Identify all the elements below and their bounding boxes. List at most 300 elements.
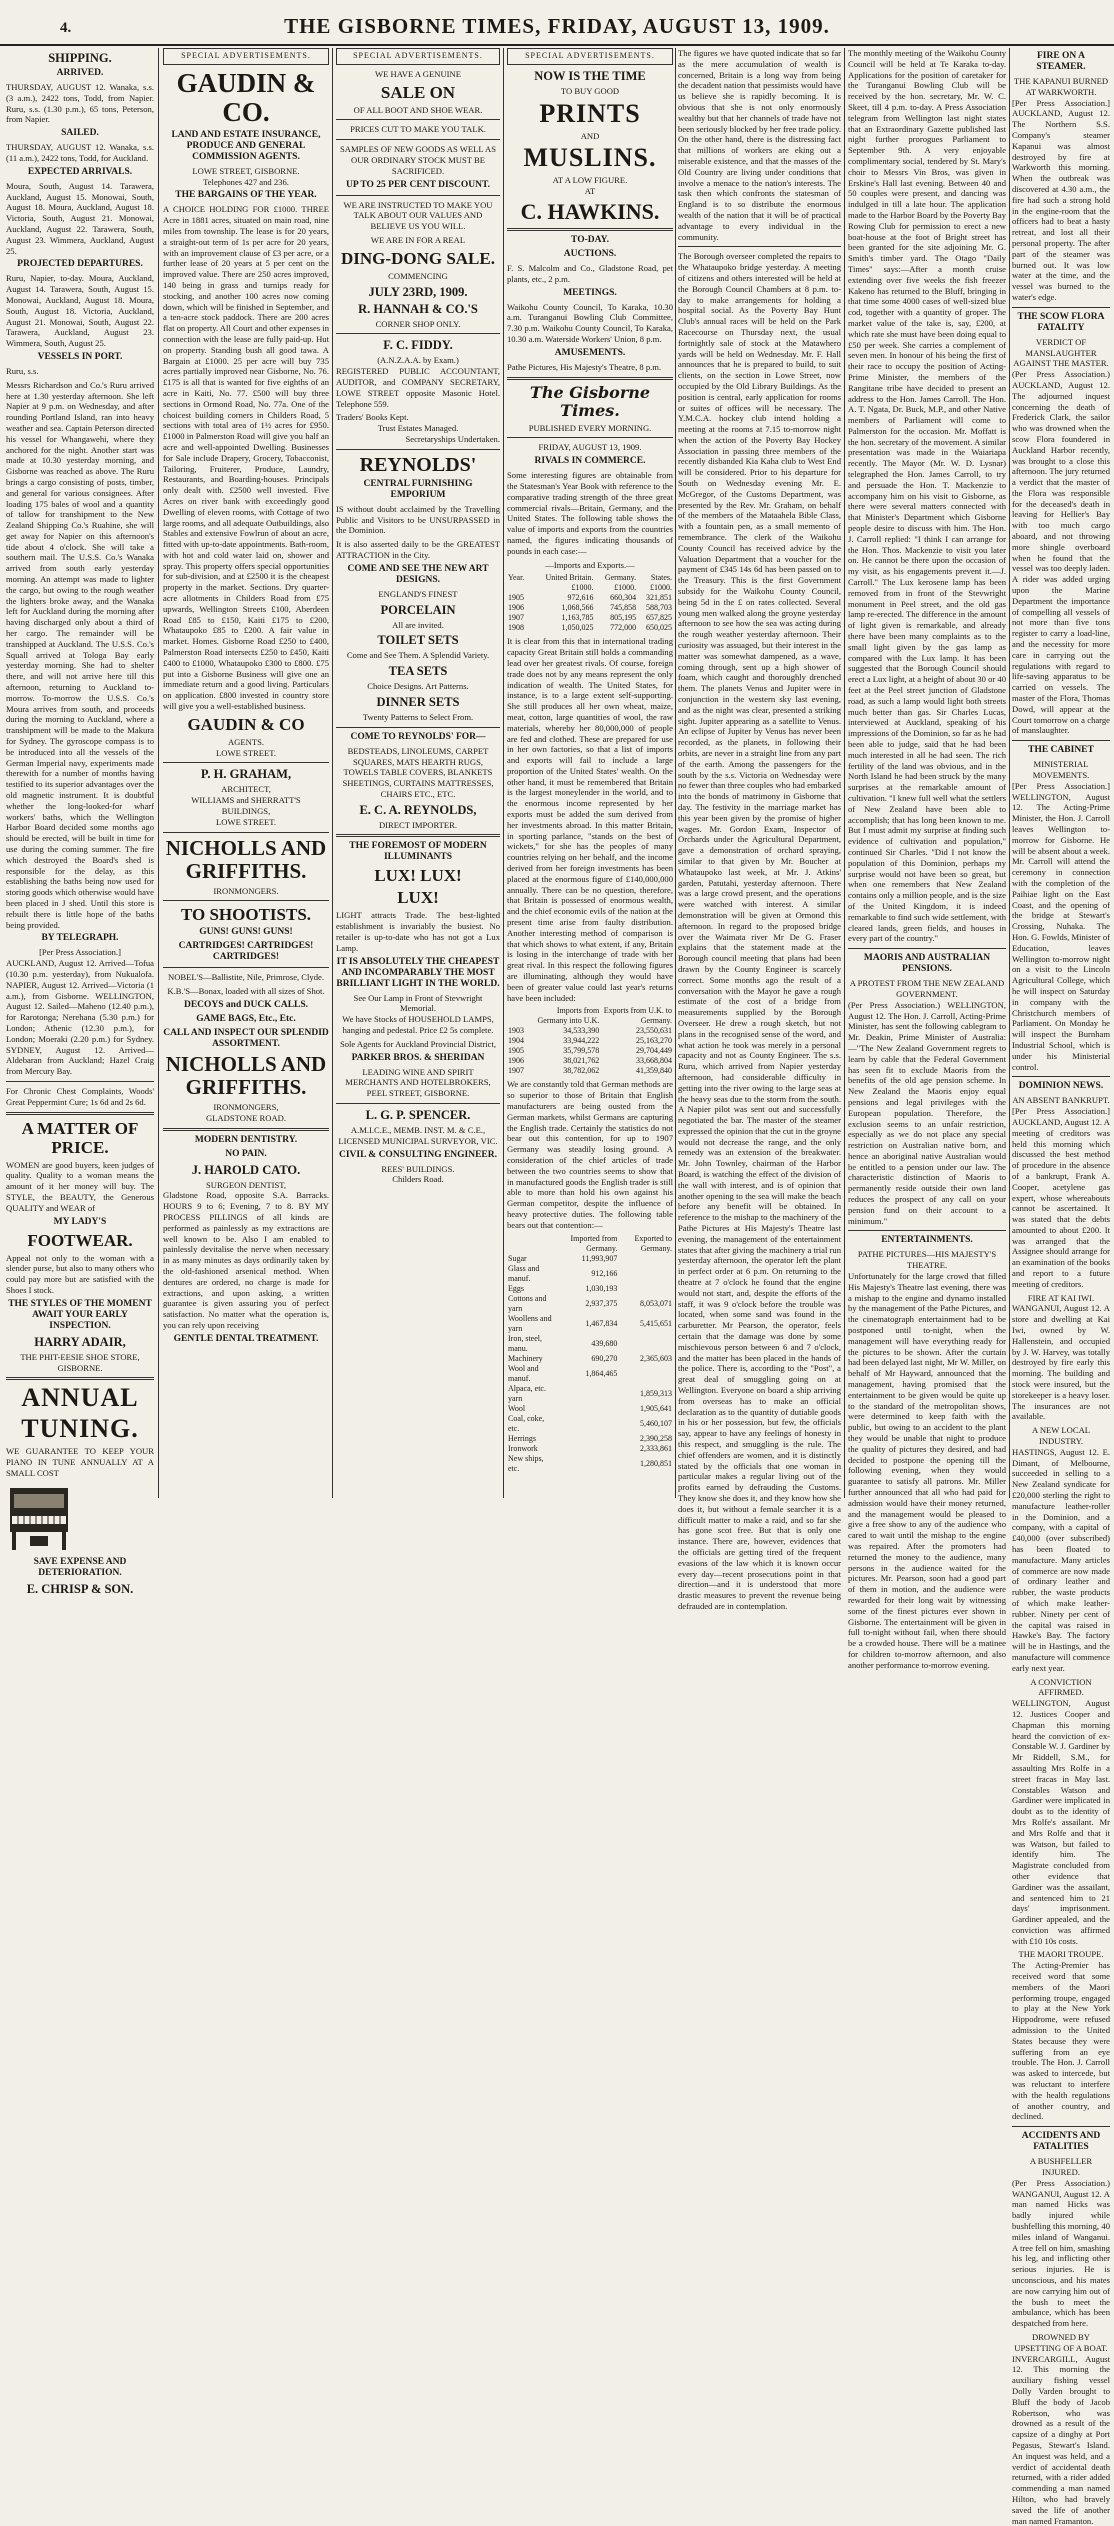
divider bbox=[163, 762, 329, 763]
divider bbox=[507, 228, 673, 231]
table-cell: 588,703 bbox=[646, 603, 672, 613]
special-ads-banner: SPECIAL ADVERTISEMENTS. bbox=[336, 48, 500, 65]
table-row bbox=[507, 1294, 673, 1314]
gaudin-heading: GAUDIN & CO. bbox=[176, 67, 316, 127]
meetings-heading: MEETINGS. bbox=[563, 287, 617, 298]
surgeon-label: SURGEON DENTIST, bbox=[205, 1179, 287, 1190]
special-ads-banner: SPECIAL ADVERTISEMENTS. bbox=[507, 48, 673, 65]
projected-heading: PROJECTED DEPARTURES. bbox=[17, 259, 143, 270]
williams-label: WILLIAMS and SHERRATT'S bbox=[191, 795, 301, 806]
table-cell bbox=[557, 1384, 618, 1404]
table-row bbox=[507, 1046, 673, 1056]
fire-text: [Per Press Association.] AUCKLAND, August 12. The Northern S.S. Company's steamer Kapanui was almost destroyed by fire at Warkworth this morning. When the outbreak was discovered at 4.30 a.m., the fire had such a strong hold in the engine-room that the officers had to beat a hasty retreat, and lost all their personal property. The after part of the steamer was burned out. It was low water at the time, and the vessel was burned to the water's edge. bbox=[1012, 97, 1110, 302]
table-cell: Glass and manuf. bbox=[508, 1263, 540, 1283]
come-reynolds-line: COME TO REYNOLDS' FOR— bbox=[350, 731, 486, 742]
stocks-text: We have Stocks of HOUSEHOLD LAMPS, hanging and pedestal. Price £2 5s complete. bbox=[342, 1014, 494, 1036]
tuning-heading: TUNING. bbox=[21, 1414, 139, 1444]
table-cell: 33,944,222 bbox=[563, 1036, 600, 1046]
vessels-heading: VESSELS IN PORT. bbox=[37, 351, 123, 362]
table-cell bbox=[618, 1364, 673, 1384]
special-ads-banner: SPECIAL ADVERTISEMENTS. bbox=[163, 48, 329, 65]
table-cell: 38,782,062 bbox=[563, 1066, 600, 1076]
editorial-conclusion: The figures we have quoted indicate that so far as the mere accumulation of wealth is concerned, Britain is a long way from being the decadent nation that pessimists would have us believe she is rapidly becoming. It is obvious that she is not only enormously wealthy but that her channels of trade have not been seriously blocked by her free trade policy. On the other hand, there is the distressing fact that millions of workers are eking out a miserable existence, and that the masses of the Old Country are living under conditions that involve a menace to the nation's interests. The task then which confronts the statesman of England is to so distribute the enormous wealth of the nation that it will be of practical advantage to every individual in the community. bbox=[678, 48, 841, 242]
table-cell: 5,460,107 bbox=[640, 1418, 672, 1428]
table-cell: 23,550,631 bbox=[636, 1026, 672, 1036]
table-cell: 1903 bbox=[508, 1026, 524, 1036]
divider bbox=[336, 333, 500, 334]
footwear-text: Appeal not only to the woman with a slender purse, but also to many others who could pay more but are satisfied with the Shoes I stock. bbox=[6, 1252, 154, 1295]
table-unit-cell: £1000. bbox=[650, 583, 672, 593]
shipping-heading: SHIPPING. bbox=[48, 51, 112, 65]
shoe-store-address: THE PHIT-EESIE SHOE STORE, GISBORNE. bbox=[20, 1351, 140, 1373]
come-see-line: COME AND SEE THE NEW ART DESIGNS. bbox=[347, 563, 489, 585]
table-row bbox=[507, 1036, 673, 1046]
column-rule bbox=[332, 48, 333, 1498]
fiddy-text: REGISTERED PUBLIC ACCOUNTANT, AUDITOR, and COMPANY SECRETARY, LOWE STREET opposite Masonic Hotel. Telephone 559. bbox=[336, 366, 500, 409]
table-cell bbox=[557, 1404, 618, 1414]
spencer-heading: L. G. P. SPENCER. bbox=[365, 1108, 471, 1123]
table-cell: 8,053,071 bbox=[640, 1298, 672, 1308]
divider bbox=[848, 948, 1006, 949]
auctions-text: F. S. Malcolm and Co., Gladstone Road, pet plants, etc., 2 p.m. bbox=[507, 262, 673, 284]
at-label: AT bbox=[584, 186, 596, 197]
table-row bbox=[507, 1364, 673, 1384]
no-pain: NO PAIN. bbox=[225, 1148, 267, 1159]
table-cell: 660,304 bbox=[610, 593, 637, 603]
table-cell: 321,851 bbox=[646, 593, 672, 603]
see-our-lamp: See Our Lamp in Front of Stevwright Memorial. bbox=[353, 992, 483, 1014]
table-row bbox=[507, 1434, 673, 1444]
prices-cut: PRICES CUT TO MAKE YOU TALK. bbox=[350, 124, 486, 135]
body-text: It is clear from this that in international trading capacity Great Britain still holds a commanding lead over her greatest rivals. Of course, foreign trade does not by any means represent the only indication of wealth. The United States, for instance, is to a large extent self-supporting. She still produces all her own wheat, maize, meat, cotton, large quantities of wool, the raw materials, whereby her 80,000,000 of people are fed and clothed. These are prepared for use in her own factories, so that a list of imports and exports will fail to include a large proportion of the United States' wealth. On the other hand, it must be remembered that Britain is the largest moneylender in the world, and to the enormous income represented by her exports must be added the sum derived from her investments abroad. In this matter Britain, in sporting parlance, "stands on the best of wickets," for she has the peoples of many countries relying on her behalf, and the income derived from her foreign investments has been placed at the enormous figure of £140,000,000 annually. There can be no question, therefore, that Britain is possessed of enormous wealth, and the chief economic evils of the nation at the present time arise from faulty distribution. Another interesting method of comparison is that which shows to what extent, if any, Britain is losing in the interchange of trade with her great rival. In this respect the following figures are illuminating, although they would have been of greater value could last year's returns have been included: bbox=[507, 636, 673, 1003]
harry-adair: HARRY ADAIR, bbox=[34, 1334, 126, 1349]
table-cell: 2,937,375 bbox=[585, 1298, 618, 1308]
table-cell: Cottons and yarn bbox=[508, 1293, 547, 1313]
masthead bbox=[0, 0, 1114, 46]
conviction-heading: A CONVICTION AFFIRMED. bbox=[1030, 1676, 1092, 1698]
table-header-cell bbox=[507, 1234, 557, 1254]
eca-reynolds-heading: E. C. A. REYNOLDS, bbox=[359, 802, 477, 817]
table-row bbox=[507, 613, 673, 623]
bargains-text: A CHOICE HOLDING FOR £1000. THREE Acre in 1881 acres, situated on main road, nine miles from township. The lease is for 20 years, a straight-out term of 1s per acre for 20 years, with an improvement clause of £3 per acre, or a further lease of 20 years at 5 per cent on the improved value. There are 250 acres improved, 140 being in grass and turnips ready for stocking, and another 100 acres now coming down, which will be finished in September, and a ten-acre stock paddock. There are 200 acres flat on property. All Court and other expenses in connection with the lease are fully paid-up. Hut on property. Standing bush all good tawa. A Bargain at £1000. 25 per acre will buy 735 acres partially improved near Gisborne, No. 76. £175 is all that is wanted for five eighths of an acre in Kaiti, No. 77. £500 will buy three sections in Ormond Road, No. 77a. One of the choicest building corners in Childers Road, 5 sections with total area of 1½ acres for £950. £1000 in Palmerston Road will give you half an acre and well-appointed Dwelling. Businesses for Sale include Drapery, Grocery, Tobacconist, Tailoring, Fruiterer, Produce, Laundry, Restaurants, and Boarding-houses. Principals only dealt with. £2500 well invested. Five Acres on river bank with exceedingly good Dwelling of eleven rooms, with Cottage of two large rooms, and all adequate Outbuildings, also Stables and extensive Fowlrun of about an acre, fitted with up-to-date appointments. Bath-room, with hot and cold water laid on, shower and spray. This property offers special opportunities for sub-division, and at £2500 it is the cheapest property in the market. Sections. Dry quarter-acre allotments in Childers Road from £75 upwards, Wellington Streets £100, Aberdeen Road £85 to £150, Kaiti £175 to £200, Whataupoko £85 to £200. A fair value in market. Homes. Gisborne Road £250 to £400, Palmerston Road intersects £250 to £450, Kaiti £400 to £1000, Whataupoko £300 to £800. £75 put into a Gisborne Business will give one an immediate return and a good living. Particulars on application. £800 invested in country store will give you a well-established business. bbox=[163, 204, 329, 712]
table-cell: Machinery bbox=[508, 1353, 543, 1363]
table-row bbox=[507, 1354, 673, 1364]
table-unit-cell: £1000. bbox=[614, 583, 637, 593]
ministerial-subheading: MINISTERIAL MOVEMENTS. bbox=[1032, 759, 1090, 781]
table-cell: 1904 bbox=[508, 1036, 524, 1046]
my-ladys: MY LADY'S bbox=[53, 1216, 107, 1227]
foremost-heading: THE FOREMOST OF MODERN ILLUMINANTS bbox=[349, 841, 487, 863]
bushfeller-subheading: A BUSHFELLER INJURED. bbox=[1029, 2156, 1093, 2178]
gaudin-agents-heading: GAUDIN & CO bbox=[187, 714, 305, 734]
divider bbox=[678, 246, 841, 247]
table-cell: 34,533,390 bbox=[563, 1026, 600, 1036]
local-industry-text: HASTINGS, August 12. E. Dimant, of Melbourne, succeeded in selling to a New Zealand syndicate for £20,000 sterling the right to manufacture leather-roller in the Dominion, and a company, with a capital of £40,000 (over subscribed) has been floated to manufacture. Many articles of commerce are now made of ordinary leather and rubber, the waste products of which make leather-rubber. Ninety per cent of the capital was raised in Hawke's Bay. The factory will be in Hastings, and the manufacture will commence early next year. bbox=[1012, 1446, 1110, 1673]
amusements-heading: AMUSEMENTS. bbox=[554, 347, 626, 358]
divider bbox=[336, 195, 500, 196]
table-header-cell: Exported to Germany. bbox=[634, 1233, 672, 1253]
direct-importer: DIRECT IMPORTER. bbox=[378, 819, 458, 830]
column-local-news bbox=[678, 48, 841, 1611]
table-cell: 745,858 bbox=[610, 603, 637, 613]
divider bbox=[6, 1112, 154, 1115]
column-telegrams bbox=[1012, 48, 1110, 2526]
table-cell: 2,333,861 bbox=[640, 1443, 672, 1453]
entertainments-heading: ENTERTAINMENTS. bbox=[881, 1235, 973, 1246]
vessels-text: Ruru, s.s. bbox=[6, 365, 39, 376]
fiddy-subtitle: (A.N.Z.A.A. by Exam.) bbox=[377, 355, 459, 366]
table-cell bbox=[557, 1434, 618, 1444]
kapanui-subheading: THE KAPANUI BURNED AT WARKWORTH. bbox=[1013, 76, 1109, 97]
table-cell bbox=[557, 1454, 618, 1474]
local-news-text: The Borough overseer completed the repairs to the Whataupoko bridge yesterday. A meeting of citizens and others interested will be held at the Borough Council Chambers at 8 p.m. to-day to make arrangements for holding a hospital social. As the Poverty Bay Hunt Club's annual races will be held on the Park Racecourse on Thursday next, the usual fortnightly sale of stock at the Matawhero yards will be held on Wednesday. Mr. F. Hall announces that he is prepared to build, to suit clients, on the section in Lowe Street, now occupied by the Old Library Buildings. As the position is central, early application for rooms or suites of offices will be necessary. The Y.M.C.A. hockey club intend holding a meeting at the rooms at 7.15 to-morrow night when the action of the Poverty Bay Hockey Association in passing three members of the recently disbanded Kia Kaha club to West End will be considered. Prior to his departure for South on Wednesday evening Mr. E. McGregor, of the Customs Department, was presented by the Rev. Mr. Graham, on behalf of the members of the Mataahela Bible Class, with a fountain pen, as a small memento of remembrance. The clerk of the Waikohu County Council has received advice by the Valuation Department that a voucher for the payment of £345 14s 6d has been passed on to the Treasury. This is the first Government subsidy for the Waikohu County Council, being 5d in the £ on rates collected. Several young men walked along the groyne yesterday afternoon to see how the sea was acting during the rough weather yesterday afternoon. Their curiosity was assuaged, but their interest in the matter was somewhat dampened, as a wave, coming through, sent up a high shower of foam, which caught and thoroughly drenched them. The planets Venus and Jupiter were in conjunction in the western sky last evening, and as the night was clear, presented a striking sight. Jupiter appearing as a satellite to Venus. An eclipse of Jupiter by Venus has never been recorded, as the planets, in following their orbits, are never in a straight line from any part of the earth. Among the passengers for the south by the s.s. Victoria on Wednesday were no fewer than three couples who had embarked into the bonds of matrimony in Gisborne that day. The festivity in the marriage market has this year been given by the promise of higher wages. Mr. Gordon Exam, Inspector of Orchards under the Agricultural Department, gave a demonstration of orchard spraying, similar to that given by Mr. Boucher at Whataupoko last week, at Mr. J. Atkins' garden, Patutahi, yesterday afternoon. There was a large crowd present, and the operations were watched with interest. A similar demonstration will be given at Ormond this afternoon. In regard to the proposed bridge over the Waimata river Mr De G. Fraser explains that the statement made at the Borough council meeting that plans had been drawn by the County Engineer is scarcely correct. Some months ago the result of a conversation with the Mayor he gave a rough estimate of the cost of a bridge from measurements supplied by the Borough Overseer. He drew a rough sketch, but not plans in the recognised sense of the word, and what action he took was merely in a personal capacity and not as County Engineer. The s.s. Ruru, which arrived from Napier yesterday afternoon, had considerable difficulty in getting into the river owing to the large seas at the heavy seas due to the storm from the south. A Napier pilot was sent out and successfully negotiated the bar. The master of the steamer expressed the opinion that the cut in the groyne would not decrease the range, and the only remedy was an extension of the breakwater. Mr. John Townley, chairman of the Harbor Board, is watching the effect of the division of the wall with interest, and is of opinion that another opening to the sea will make the beach before any benefit will be obtained. In reference to the mishap to the machinery of the Pathe Pictures at His Majesty's Theatre last evening, the management of the entertainment states that after giving the machinery a trial run yesterday afternoon, the operator left the plant in perfect order at 6 p.m. On returning to the theatre at 7 o'clock he found that the engine would not start, and, despite the efforts of the staff, it was 9 o'clock before the trouble was located, when some sand was found in the carburetter. Mr Pearson, the operator, feels certain that the damage was done by some mischievous person between 6 and 7 o'clock, and the matter has been placed in the hands of the police. There is, according to the "Post", a great deal of smuggling going on at Wellington. Everyone on board a ship arriving from overseas has to make an official declaration as to the quantity of dutiable goods in his or her possession, but few, the officials say, appear to have any feelings of honesty in this respect, and smuggling is the rule. The chief offenders are women, and it is distinctly stated by the officials that one woman in particular makes a regular living out of the profits earned by defrauding the Customs. They know she does it, and they know how she does it, but without a female searcher it is a difficult matter to make a raid, and so far she has gone scot free. But that is only one instance. There are, however, evidences that the officials are getting tired of the frequent evasions of the law which it is known occur every day—recent prosecutions point in that direction—and it is understood that more drastic measures to prevent the revenue being defrauded are in contemplation. bbox=[678, 251, 841, 1611]
divider bbox=[1012, 2126, 1110, 2127]
table-cell: 772,000 bbox=[610, 623, 637, 633]
table-units-row bbox=[507, 583, 673, 593]
table-header-cell: States. bbox=[650, 573, 672, 583]
cato-heading: J. HAROLD CATO. bbox=[191, 1162, 301, 1177]
childers-road: Childers Road. bbox=[392, 1174, 444, 1185]
published-line: PUBLISHED EVERY MORNING. bbox=[528, 422, 652, 433]
table-header-cell: Year. bbox=[508, 573, 525, 583]
table-row bbox=[507, 1254, 673, 1264]
dinner-sets-sub: Twenty Patterns to Select From. bbox=[362, 711, 474, 722]
game-bags-line: GAME BAGS, Etc., Etc. bbox=[196, 1014, 296, 1025]
trade-table bbox=[507, 573, 673, 633]
peel-street: PEEL STREET, GISBORNE. bbox=[366, 1088, 470, 1099]
press-credit: [Per Press Association.] bbox=[39, 947, 121, 958]
divider bbox=[1012, 740, 1110, 741]
discount-line: UP TO 25 PER CENT DISCOUNT. bbox=[346, 179, 490, 190]
decoys-line: DECOYS and DUCK CALLS. bbox=[183, 1000, 309, 1011]
porcelain-heading: PORCELAIN bbox=[380, 602, 456, 617]
column-ads-sale bbox=[336, 48, 500, 1500]
table-header-row bbox=[507, 1234, 673, 1254]
projected-text: Ruru, Napier, to-day. Moura, Auckland, August 14. Tarawera, South, August 15. Monowai, Auckland, August 18. Moura, South, August 18. Victoria, Auckland, August 21. Monowai, South, August 22. Tarawera, Auckland, August 23. Wimmera, South, August 25. bbox=[6, 273, 154, 349]
divider bbox=[336, 119, 500, 120]
table-cell: 1,068,566 bbox=[561, 603, 594, 613]
table-cell: 1,859,313 bbox=[640, 1388, 672, 1398]
divider bbox=[336, 139, 500, 140]
table-row bbox=[507, 1334, 673, 1354]
tea-sets-sub: Choice Designs. Art Patterns. bbox=[367, 681, 469, 692]
rees-buildings: REES' BUILDINGS. bbox=[381, 1163, 455, 1174]
shipping-news: Messrs Richardson and Co.'s Ruru arrived here at 1.30 yesterday afternoon. She left Napier at 9 p.m. on Wednesday, and after rounding Portland Island, ran into heavy weather and sea. Captain Peterson directed his vessel for Whangawehi, where they anchored for the night. Another start was made at 10.30 yesterday morning, and Gisborne was reached as above. The Ruru brings a cargo consisting of posts, timber, and general for various consignees. After loading 175 bales of wool and a quantity of tallow for transhipment to the New Zealand Shipping Co.'s Ruahine, she will get away for Napier on this afternoon's tide about 4 o'clock. She will take a southern mail. The U.S.S. Co.'s Wanaka arrived from south early yesterday morning. An attempt was made to lighter the cargo, but owing to the rough weather the lighters broke away, and the Wanaka left for Auckland during the morning after having discharged only about a third of her cargo. The remainder will be transhipped at Auckland. The U.S.S. Co.'s Squall arrived at Tologa Bay early yesterday morning. She had to shelter there, and will not arrive here till this afternoon, returning to Auckland to-morrow. To-morrow the U.S.S. Co.'s Moura arrives from south, and proceeds during the morning to Auckland, where a transhipment will be made to the Makura for Sydney. The gyroscope compass is to be introduced into all the vessels of the German Imperial navy, experiments made therewith for a number of months having testified to its superior advantages over the old magnetic instrument. It is doubtful whether the long-looked-for wharf workers' baths, which the Wellington Harbor Board decided some months ago should be erected, will be built in time for use during the coming summer. The fire which destroyed the Board's shed is responsible for the delay, as this establishing the baths being now used for storing goods which otherwise would have been placed in J shed. Until this store is rebuilt there is little hope of the baths being provided. bbox=[6, 379, 154, 930]
absent-subheading: AN ABSENT BANKRUPT. bbox=[1012, 1095, 1110, 1106]
table-cell: 1,864,465 bbox=[585, 1368, 618, 1378]
table-cell: Wool and manuf. bbox=[508, 1363, 539, 1383]
table-cell bbox=[557, 1444, 618, 1454]
table-row bbox=[507, 1404, 673, 1414]
divider bbox=[163, 967, 329, 968]
absolutely-line: IT IS ABSOLUTELY THE CHEAPEST AND INCOMPARABLY THE MOST BRILLIANT LIGHT IN THE WORLD. bbox=[336, 956, 500, 989]
agents-address: LOWE STREET. bbox=[216, 747, 276, 758]
architect-label: ARCHITECT, bbox=[221, 784, 271, 795]
fire-kai-heading: FIRE AT KAI IWI. bbox=[1027, 1292, 1095, 1303]
hannah-heading: R. HANNAH & CO.'S bbox=[358, 301, 478, 316]
protest-subheading: A PROTEST FROM THE NEW ZEALAND GOVERNMENT. bbox=[849, 978, 1005, 999]
table-cell bbox=[618, 1264, 673, 1284]
verdict-subheading: VERDICT OF MANSLAUGHTER AGAINST THE MASTER. bbox=[1013, 336, 1109, 369]
table-cell bbox=[618, 1254, 673, 1264]
body-text-2: We are constantly told that German methods are so superior to those of Britain that English manufacturers are being ousted from the German markets, whilst Germans are capturing the English trade. Certainly the statistics do not bear out this contention, for up to 1907 Germany was steadily losing ground. A consideration of the chief articles of trade between the two countries seems to show that in manufactured goods the English trader is still able to more than hold his own against his German competitor, despite the influence of heavy protective duties. The following table bears out that contention:— bbox=[507, 1079, 673, 1230]
secretary-line: Secretaryships Undertaken. bbox=[405, 433, 500, 444]
gaudin-telephone: Telephones 427 and 236. bbox=[203, 176, 289, 187]
table-cell: Woollens and yarn bbox=[508, 1313, 552, 1333]
table-row bbox=[507, 1284, 673, 1294]
column-rule bbox=[158, 48, 159, 1498]
table-cell: Sugar bbox=[508, 1253, 527, 1263]
scow-heading: THE SCOW FLORA FATALITY bbox=[1017, 311, 1105, 333]
nobel-line: NOBEL'S—Ballistite, Nile, Primrose, Clyde. bbox=[168, 972, 324, 983]
reynolds-heading: REYNOLDS' bbox=[359, 453, 477, 476]
column-ads-gaudin bbox=[163, 48, 329, 1500]
maoris-text: (Per Press Association.) WELLINGTON, August 12. The Hon. J. Carroll, Acting-Prime Minister, has sent the following cablegram to Mr. Deakin, Prime Minister of Australia:—"The New Zealand Government regrets to learn by cable that the Federal Government has seen fit to exclude Maoris from the benefits of the old age pension scheme. In New Zealand the Maoris enjoy equal pensions and legal privileges with the European population. Therefore, the exclusion seems to an unfair restriction, especially as we do not place any special restriction on Australian native born, and hence an aboriginal native Australian would be entitled to a pension under our law. The characteristic distinction of Maoris to permanently reside outside their own land reduces the prospect of any call on your pension fund on their account to a minimum." bbox=[848, 999, 1006, 1226]
table-cell: 35,799,578 bbox=[563, 1046, 600, 1056]
piano-illustration bbox=[6, 1482, 72, 1552]
table-row bbox=[507, 1056, 673, 1066]
table-cell: 972,616 bbox=[567, 593, 594, 603]
table-cell: New ships, etc. bbox=[508, 1453, 544, 1473]
amusements-text: Pathe Pictures, His Majesty's Theatre, 8 p.m. bbox=[507, 361, 662, 372]
gentle-treatment: GENTLE DENTAL TREATMENT. bbox=[173, 1333, 319, 1344]
today-heading: TO-DAY. bbox=[571, 234, 609, 245]
shootists-heading: TO SHOOTISTS. bbox=[180, 905, 312, 925]
sailed-text: THURSDAY, AUGUST 12. Wanaka, s.s. (11 a.m.), 2422 tons, Todd, for Auckland. bbox=[6, 142, 154, 163]
accidents-heading: ACCIDENTS AND FATALITIES bbox=[1021, 2131, 1101, 2153]
table-header-cell: United Britain. bbox=[545, 573, 594, 583]
articles-trade-table bbox=[507, 1234, 673, 1474]
parker-subtitle: LEADING WINE AND SPIRIT MERCHANTS AND HOTELBROKERS, bbox=[345, 1066, 491, 1088]
englands-finest: ENGLAND'S FINEST bbox=[378, 588, 458, 599]
expected-text: Moura, South, August 14. Tarawera, Auckland, August 15. Monowai, South, August 18. Moura, Auckland, August 18. Victoria, South, August 21. Monowai, Auckland, August 22. Tarawera, South, August 23. Wimmera, Auckland, August 25. bbox=[6, 180, 154, 256]
styles-text: THE STYLES OF THE MOMENT AWAIT YOUR EARLY INSPECTION. bbox=[8, 1298, 152, 1331]
column-rule bbox=[675, 48, 676, 1498]
commencing-label: COMMENCING bbox=[388, 270, 448, 281]
matter-text: WOMEN are good buyers, keen judges of quality. Quality to a woman means the amount of it her money will buy. The STYLE, the BEAUTY, the Generous QUALITY and WEAR of bbox=[6, 1159, 154, 1213]
table-cell: 25,163,270 bbox=[636, 1036, 672, 1046]
table-header-cell: Imported from Germany. bbox=[570, 1233, 618, 1253]
table-row bbox=[507, 623, 673, 633]
prints-heading: PRINTS bbox=[539, 98, 641, 128]
table-cell: 690,270 bbox=[591, 1353, 618, 1363]
sole-agents: Sole Agents for Auckland Provincial District, bbox=[339, 1038, 497, 1049]
table-cell: 2,365,603 bbox=[640, 1353, 672, 1363]
call-inspect-line: CALL AND INSPECT OUR SPLENDID ASSORTMENT. bbox=[163, 1028, 329, 1050]
table-cell: 1905 bbox=[508, 593, 524, 603]
newspaper-title: THE GISBORNE TIMES, FRIDAY, AUGUST 13, 1909. bbox=[284, 14, 830, 38]
table-header-row bbox=[507, 573, 673, 583]
table-row bbox=[507, 1264, 673, 1284]
table-cell: 41,359,840 bbox=[636, 1066, 672, 1076]
maori-troupe-text: The Acting-Premier has received word that some members of the Maori performing troupe, engaged to play at the New York Hippodrome, were refused admission to the United States because they were suffering from an eye trouble. The Hon. J. Carroll was asked to intercede, but was reluctant to interfere with the health regulations of another country, and declined. bbox=[1012, 1960, 1110, 2122]
table-cell: 1908 bbox=[508, 623, 524, 633]
table-cell: Wool bbox=[508, 1403, 526, 1413]
table-cell: 439,680 bbox=[591, 1338, 618, 1348]
asserted-text: It is also asserted daily to be the GREATEST ATTRACTION in the City. bbox=[336, 539, 500, 560]
table-row bbox=[507, 1314, 673, 1334]
gaudin-subtitle: LAND AND ESTATE INSURANCE, PRODUCE AND GENERAL COMMISSION AGENTS. bbox=[171, 129, 321, 162]
parker-heading: PARKER BROS. & SHERIDAN bbox=[351, 1052, 485, 1063]
column-shipping bbox=[6, 48, 154, 1596]
table-cell: 912,166 bbox=[591, 1268, 618, 1278]
maoris-heading: MAORIS AND AUSTRALIAN PENSIONS. bbox=[863, 953, 991, 975]
toilet-sets-heading: TOILET SETS bbox=[377, 633, 459, 648]
telegraph-text: AUCKLAND, August 12. Arrived—Tofua (10.30 p.m. yesterday), from Nukualofa. NAPIER, August 12. Arrived—Victoria (1 a.m.), from Gisborne. WELLINGTON, August 12. Sailed—Maheno (12.40 p.m.), for Rarotonga; Nerehana (5.30 p.m.) for London; Athenic (12.30 p.m.), for London; Moeraki (2.20 p.m.) for Sydney. SYDNEY, August 12. Arrived—Aldebaran from Auckland; Hazel Craig from Mercury Bay. bbox=[6, 958, 154, 1077]
table-cell: 1,050,025 bbox=[561, 623, 594, 633]
table-cell bbox=[618, 1284, 673, 1294]
maori-troupe-heading: THE MAORI TROUPE. bbox=[1018, 1949, 1104, 1960]
chronic-notice: For Chronic Chest Complaints, Woods' Great Peppermint Cure; 1s 6d and 2s 6d. bbox=[6, 1085, 154, 1107]
table-row bbox=[507, 1444, 673, 1454]
scow-text: (Per Press Association.) AUCKLAND, August 12. The adjourned inquest concerning the death of Frederick Clark, the sailor who was drowned when the scow Flora foundered in Auckland Harbor recently, was brought to a close this afternoon. The jury returned a verdict that the master of the Flora was responsible for the deceased's death in leaving for Hellier's Bay with too much cargo aboard, and not throwing more shingle overboard when he found that the vessel was too deeply laden. A rider was added urging upon the Marine Department the importance of compelling all vessels of not more than five tons register to carry a load-line, and the necessity for more care in carrying out the regulations with regard to life-saving apparatus to be carried on vessels. The master of the Flora, Thomas Dowd, will appear at the Court tomorrow on a charge of manslaughter. bbox=[1012, 369, 1110, 736]
divider bbox=[336, 1103, 500, 1104]
local-industry-heading: A NEW LOCAL INDUSTRY. bbox=[1031, 1425, 1091, 1447]
bargains-heading: THE BARGAINS OF THE YEAR. bbox=[175, 190, 317, 201]
table-cell: Iron, steel, manu. bbox=[508, 1333, 542, 1353]
divider bbox=[1012, 307, 1110, 308]
meetings-text: Waikohu County Council, To Karaka, 10.30 a.m. Turanganui Bowling Club Committee, 7.30 p.m. Waikohu County Council, To Karaka, 10.30 a.m. Waterside Workers' Union, 8 p.m. bbox=[507, 301, 673, 344]
cabinet-heading: THE CABINET bbox=[1028, 745, 1094, 756]
cabinet-text: [Per Press Association.] WELLINGTON, August 12. The Acting-Prime Minister, the Hon. J. Carroll leaves Wellington to-morrow for Gisborne. He will be absent about a week. Mr. Carroll will attend the ceremony in connection with the completion of the Paihiae light on the East Coast, and the opening of the bridge at Stewart's Crossing, Nuhaka. The Hon. G. Fowlds, Minister of Education, leaves Wellington to-morrow night on a visit to the Lincoln Agricultural College, which he will inspect on Saturday in company with the Christchurch members of Parliament. On Monday he will inspect the Burnham Industrial School, which is under his Ministerial control. bbox=[1012, 780, 1110, 1072]
telegraph-heading: BY TELEGRAPH. bbox=[41, 933, 119, 944]
graham-address: LOWE STREET. bbox=[216, 816, 276, 827]
samples-text: SAMPLES OF NEW GOODS AS WELL AS OUR ORDINARY STOCK MUST BE SACRIFICED. bbox=[340, 144, 496, 176]
emporium-heading: CENTRAL FURNISHING EMPORIUM bbox=[363, 478, 473, 500]
sale-on-heading: SALE ON bbox=[380, 82, 456, 102]
real-label: WE ARE IN FOR A REAL bbox=[370, 234, 466, 245]
table-cell bbox=[557, 1414, 618, 1434]
emporium-text: IS without doubt acclaimed by the Travelling Public and Visitors to be UNSURPASSED in the Dominion. bbox=[336, 503, 500, 536]
annual-heading: ANNUAL bbox=[21, 1383, 139, 1413]
gisborne-times-nameplate: The Gisborne Times. bbox=[529, 382, 651, 420]
table-caption: —Imports and Exports.— bbox=[545, 559, 635, 570]
column-rule bbox=[844, 48, 845, 1498]
table-cell: 650,025 bbox=[646, 623, 672, 633]
table-row bbox=[507, 603, 673, 613]
table-unit-cell: £1000. bbox=[571, 583, 594, 593]
table-cell: 11,993,907 bbox=[581, 1253, 618, 1263]
lux-heading-1: LUX! LUX! bbox=[374, 866, 462, 886]
table-cell: 33,668,804 bbox=[636, 1056, 672, 1066]
and-label: AND bbox=[580, 130, 600, 141]
table-header-row bbox=[507, 1006, 673, 1026]
cartridges-line: CARTRIDGES! CARTRIDGES! CARTRIDGES! bbox=[178, 941, 314, 963]
matter-of-price-heading: A MATTER OF PRICE. bbox=[21, 1118, 139, 1157]
table-unit-cell bbox=[507, 583, 530, 593]
tea-sets-heading: TEA SETS bbox=[388, 664, 448, 679]
trust-line: Trust Estates Managed. bbox=[377, 423, 459, 434]
gladstone-road: GLADSTONE ROAD. bbox=[205, 1112, 287, 1123]
divider bbox=[336, 834, 500, 837]
auctions-heading: AUCTIONS. bbox=[563, 248, 617, 259]
germany-trade-table bbox=[507, 1006, 673, 1076]
table-header-cell bbox=[507, 1006, 525, 1026]
table-cell: 1,030,193 bbox=[585, 1283, 618, 1293]
table-cell: Herrings bbox=[508, 1433, 536, 1443]
table-row bbox=[507, 1026, 673, 1036]
divider bbox=[507, 377, 673, 380]
divider bbox=[6, 1081, 154, 1082]
graham-heading: P. H. GRAHAM, bbox=[200, 767, 292, 782]
hawkins-heading: C. HAWKINS. bbox=[520, 198, 660, 224]
chrisp-and-son: E. CHRISP & SON. bbox=[26, 1581, 134, 1596]
guns-line: GUNS! GUNS! GUNS! bbox=[199, 927, 293, 938]
table-cell: Coal, coke, etc. bbox=[508, 1413, 545, 1433]
table-row bbox=[507, 1066, 673, 1076]
conviction-text: WELLINGTON, August 12. Justices Cooper and Chapman this morning heard the conviction of ex-Constable W. J. Gardiner by Mr Riddell, S.M., for assaulting Mrs Rolfe in a street fracas in May last. Constables Watson and Gardiner were implicated in doubt as to the identity of Mrs Rolfe's assailant. Mr and Mrs Rolfe and that it was Watson, but failed to identify him. The Magistrate concluded from other evidence that Gardiner was the assailant, and sentenced him to 21 days' imprisonment. Gardiner appealed, and the conviction was affirmed with £10 10s costs. bbox=[1012, 1698, 1110, 1946]
column-rule bbox=[503, 48, 504, 1498]
column-local-news-2 bbox=[848, 48, 1006, 1670]
expected-heading: EXPECTED ARRIVALS. bbox=[27, 166, 133, 177]
table-header-cell: Germany. bbox=[604, 573, 637, 583]
nicholls-heading: NICHOLLS AND GRIFFITHS. bbox=[165, 835, 327, 883]
all-invited: All are invited. bbox=[392, 619, 444, 630]
sailed-heading: SAILED. bbox=[61, 128, 99, 139]
toilet-sets-sub: Come and See Them. A Splendid Variety. bbox=[346, 650, 490, 661]
table-cell: 1906 bbox=[508, 603, 524, 613]
table-row bbox=[507, 593, 673, 603]
table-cell: Ironwork bbox=[508, 1443, 538, 1453]
dinner-sets-heading: DINNER SETS bbox=[376, 694, 460, 709]
table-cell: 1,280,851 bbox=[640, 1458, 672, 1468]
corner-shop: CORNER SHOP ONLY. bbox=[375, 318, 461, 329]
buildings-label: BUILDINGS, bbox=[221, 806, 271, 817]
table-cell: 2,390,258 bbox=[640, 1433, 672, 1443]
divider bbox=[336, 449, 500, 450]
table-cell: 657,825 bbox=[646, 613, 672, 623]
divider bbox=[848, 1230, 1006, 1231]
ironmongers-label: IRONMONGERS. bbox=[213, 885, 279, 896]
divider bbox=[1012, 1076, 1110, 1077]
rivals-heading: RIVALS IN COMMERCE. bbox=[534, 456, 646, 467]
table-cell: 805,195 bbox=[610, 613, 637, 623]
table-header-cell: Exports from U.K. to Germany. bbox=[603, 1006, 672, 1026]
column-rule bbox=[1009, 48, 1010, 1498]
drowned-subheading: DROWNED BY UPSETTING OF A BOAT. bbox=[1014, 2331, 1108, 2353]
divider bbox=[6, 1377, 154, 1380]
arrived-text: THURSDAY, AUGUST 12. Wanaka, s.s. (3 a.m.), 2422 tons, Todd, from Napier. Ruru, s.s. (1.30 p.m.), 65 tons, Peterson, from Napier. bbox=[6, 82, 154, 125]
table-cell: 1906 bbox=[508, 1056, 524, 1066]
table-cell: 5,415,651 bbox=[640, 1318, 672, 1328]
nicholls-heading-2: NICHOLLS AND GRIFFITHS. bbox=[165, 1052, 327, 1100]
table-header-cell: Imports from Germany into U.K. bbox=[537, 1006, 600, 1026]
kbs-line: K.B.'S—Bonax, loaded with all sizes of Shot. bbox=[167, 986, 325, 997]
cato-text: Gladstone Road, opposite S.A. Barracks. HOURS 9 to 6; Evening, 7 to 8. BY MY PROCESS PILLINGS of all kinds are performed as painlessly as my extractions are well known to be. Also I am enabled to painlessly devitalise the nerve when necessary in as many minutes as days ordinarily taken by the old-fashioned arsenical method. When dentures are ordered, no charge is made for extractions, and upon asking, a written guarantee is given assuring you of perfect satisfaction. No matter what the operation is, you can rely upon receiving bbox=[163, 1190, 329, 1330]
divider bbox=[507, 437, 673, 438]
table-cell: Eggs bbox=[508, 1283, 524, 1293]
to-buy-good: TO BUY GOOD bbox=[560, 85, 620, 96]
fiddy-heading: F. C. FIDDY. bbox=[383, 338, 453, 353]
ironmongers-label-2: IRONMONGERS, bbox=[213, 1102, 279, 1113]
table-cell: 1907 bbox=[508, 613, 524, 623]
column-editorial bbox=[507, 48, 673, 1500]
agents-label: AGENTS. bbox=[227, 736, 265, 747]
footwear-heading: FOOTWEAR. bbox=[27, 1230, 133, 1250]
divider bbox=[163, 1128, 329, 1131]
issue-date: FRIDAY, AUGUST 13, 1909. bbox=[538, 442, 642, 453]
dentistry-heading: MODERN DENTISTRY. bbox=[194, 1134, 298, 1145]
spencer-subtitle: A.M.I.C.E., MEMB. INST. M. & C.E., LICENSED MUNICIPAL SURVEYOR, VIC. bbox=[338, 1125, 498, 1146]
lux-heading-2: LUX! bbox=[397, 888, 439, 908]
dominion-text: [Per Press Association.] AUCKLAND, August 12. A meeting of creditors was held this morning which discussed the best method of procedure in the absence of a bankrupt, Frank A. Cooper, acetylene gas expert, whose whereabouts cannot be ascertained. It was stated that the debts amounted to about £200. It was arranged that the Assignee should arrange for an examination of the books and report to a future meeting of creditors. bbox=[1012, 1106, 1110, 1289]
table-cell: 1,467,834 bbox=[585, 1318, 618, 1328]
divider bbox=[163, 832, 329, 833]
table-row bbox=[507, 1414, 673, 1434]
table-row bbox=[507, 1454, 673, 1474]
civil-engineer: CIVIL & CONSULTING ENGINEER. bbox=[338, 1149, 498, 1160]
table-cell: 38,021,762 bbox=[563, 1056, 600, 1066]
